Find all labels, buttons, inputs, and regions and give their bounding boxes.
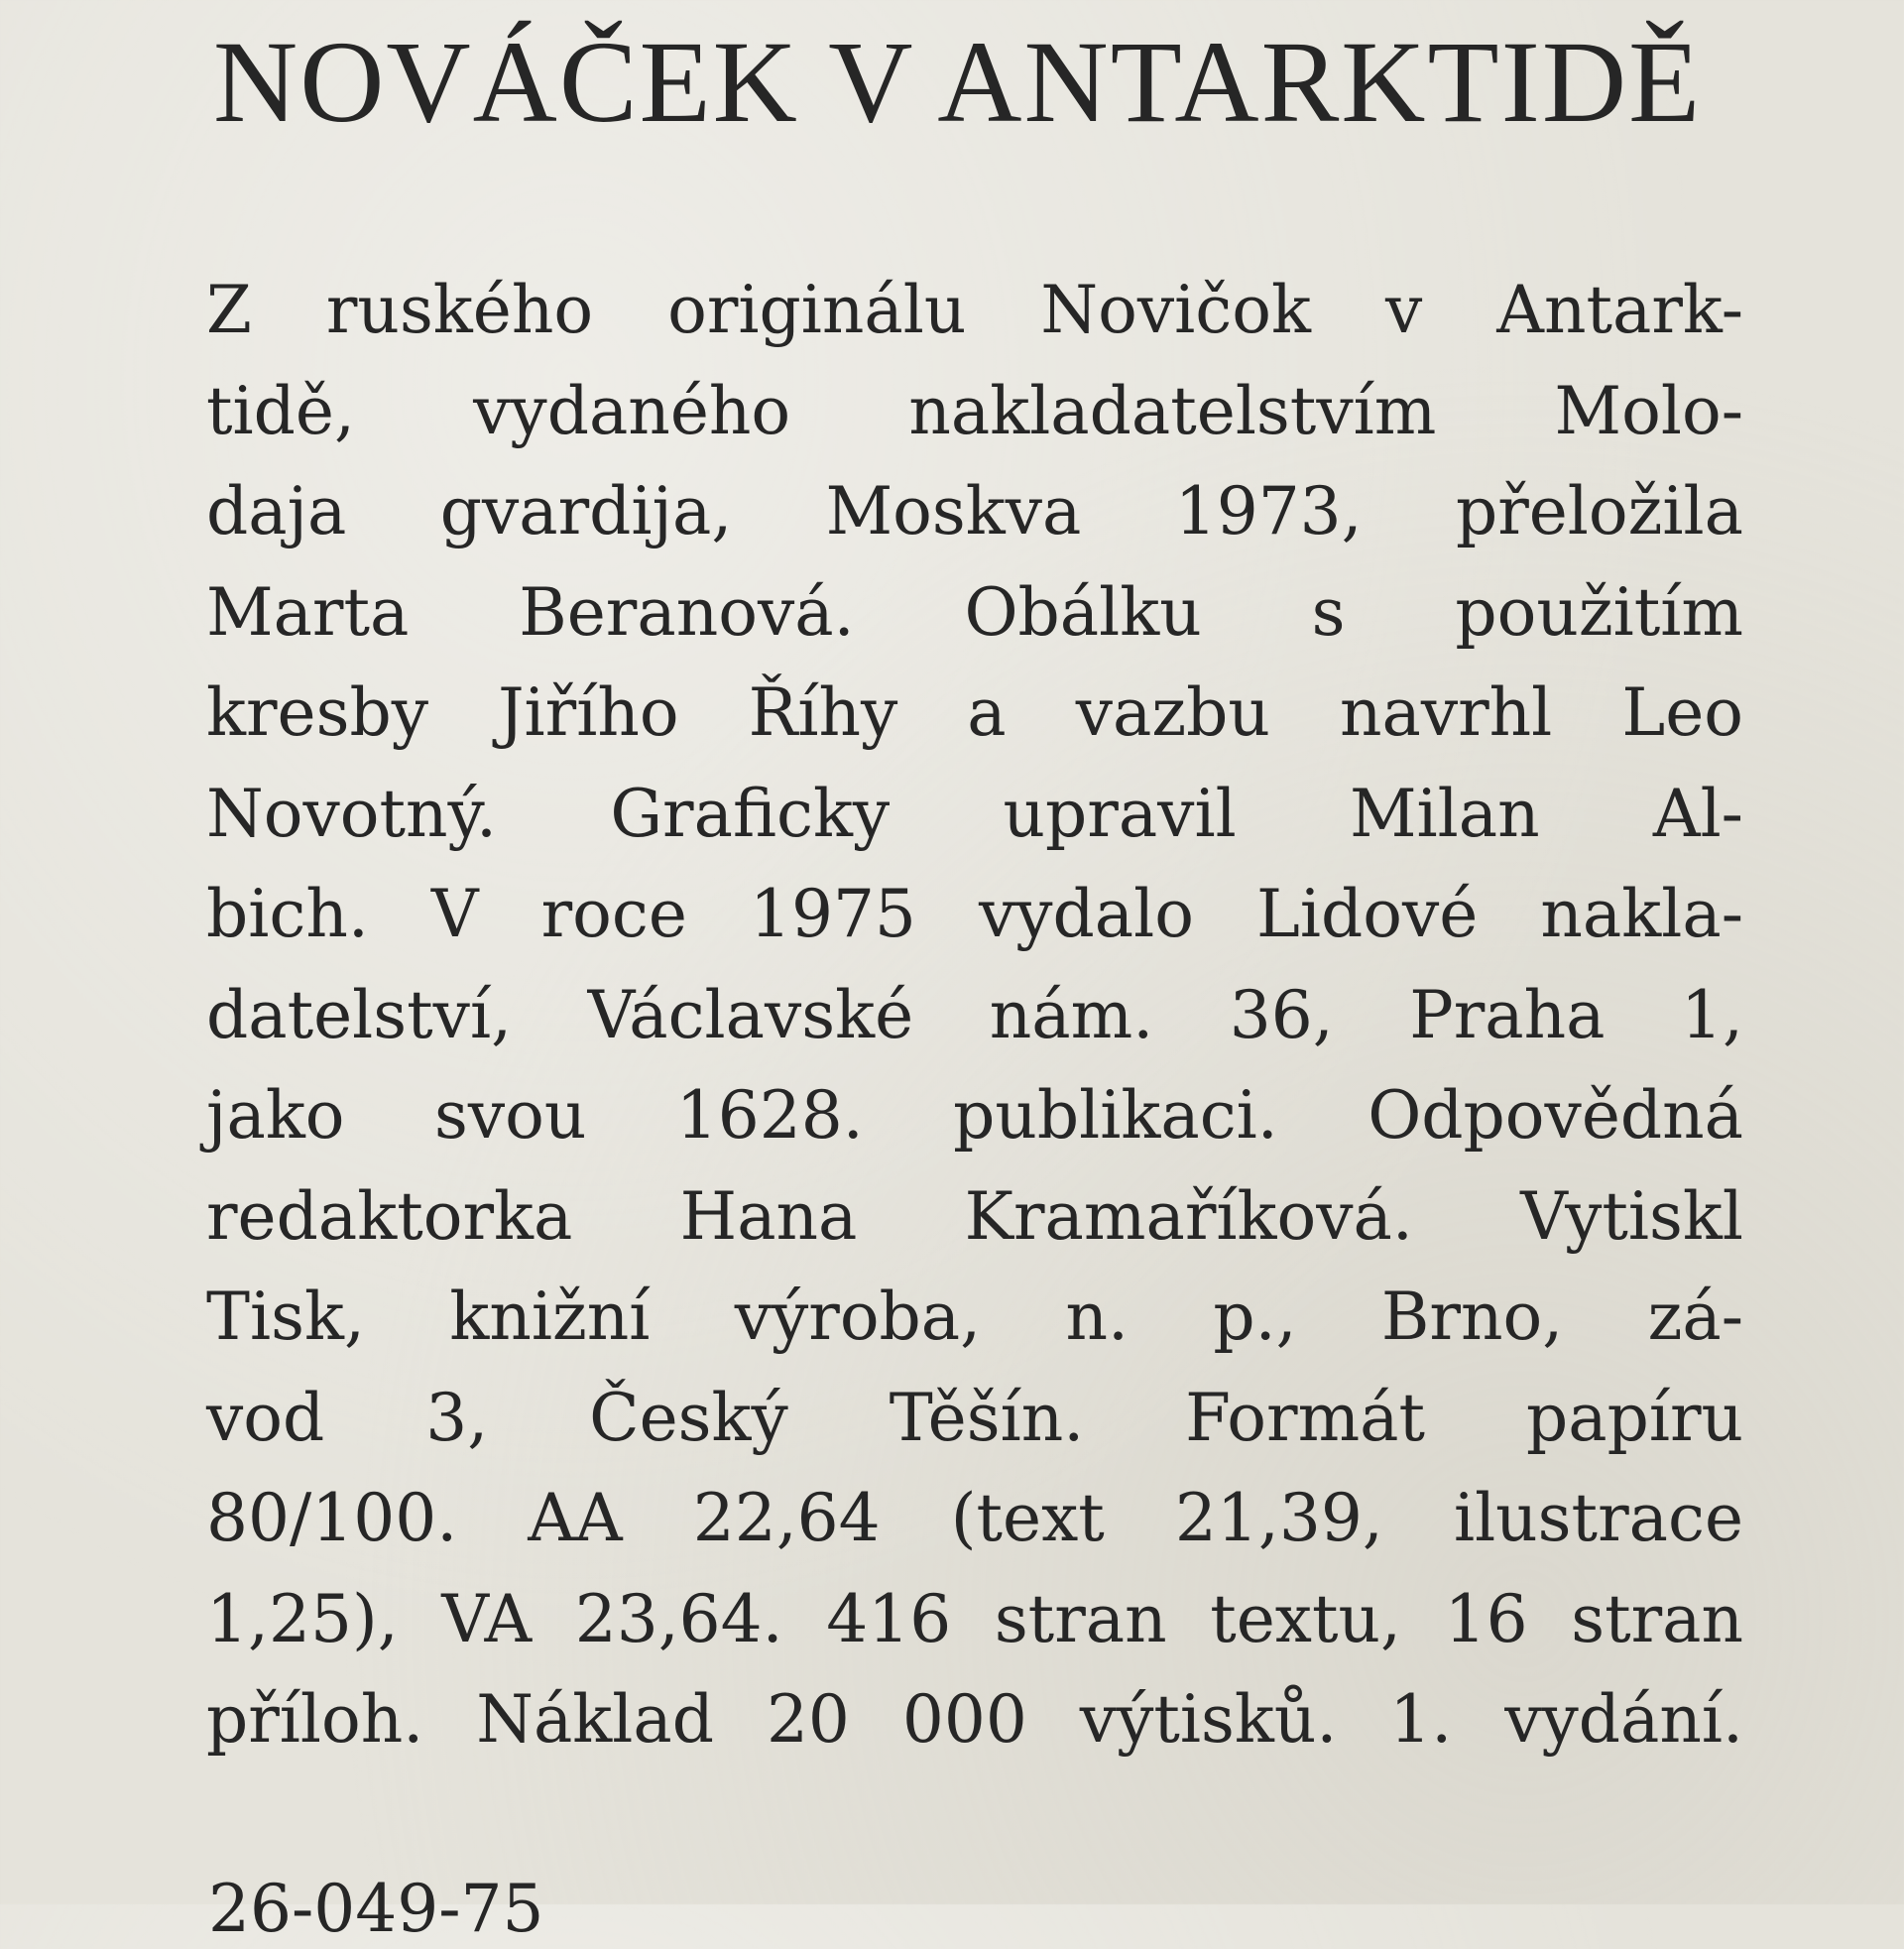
imprint-line: Marta Beranová. Obálku s použitím <box>206 573 1743 651</box>
imprint-line: kresby Jiřího Říhy a vazbu navrhl Leo <box>206 674 1743 751</box>
imprint-line: tidě, vydaného nakladatelstvím Molo- <box>206 372 1743 449</box>
imprint-line: bich. V roce 1975 vydalo Lidové nakla- <box>206 876 1743 952</box>
imprint-line: 80/100. AA 22,64 (text 21,39, ilustrace <box>206 1480 1743 1556</box>
imprint-line: vod 3, Český Těšín. Formát papíru <box>206 1379 1743 1456</box>
imprint-line: Z ruského originálu Novičok v Antark- <box>206 272 1743 348</box>
imprint-line: příloh. Náklad 20 000 výtisků. 1. vydání. <box>206 1681 1743 1758</box>
imprint-line: redaktorka Hana Kramaříková. Vytiskl <box>206 1177 1743 1255</box>
imprint-text <box>206 260 1743 1770</box>
imprint-line: Tisk, knižní výroba, n. p., Brno, zá- <box>206 1279 1743 1355</box>
imprint-line: daja gvardija, Moskva 1973, přeložila <box>206 473 1743 549</box>
book-title: NOVÁČEK V ANTARKTIDĚ <box>213 17 1703 147</box>
imprint-line: Novotný. Graficky upravil Milan Al- <box>206 775 1743 852</box>
imprint-line: 1,25), VA 23,64. 416 stran textu, 16 stran <box>206 1580 1743 1657</box>
publication-number: 26-049-75 <box>208 1871 544 1947</box>
imprint-line: jako svou 1628. publikaci. Odpovědná <box>206 1077 1743 1154</box>
imprint-line: datelství, Václavské nám. 36, Praha 1, <box>206 976 1743 1053</box>
